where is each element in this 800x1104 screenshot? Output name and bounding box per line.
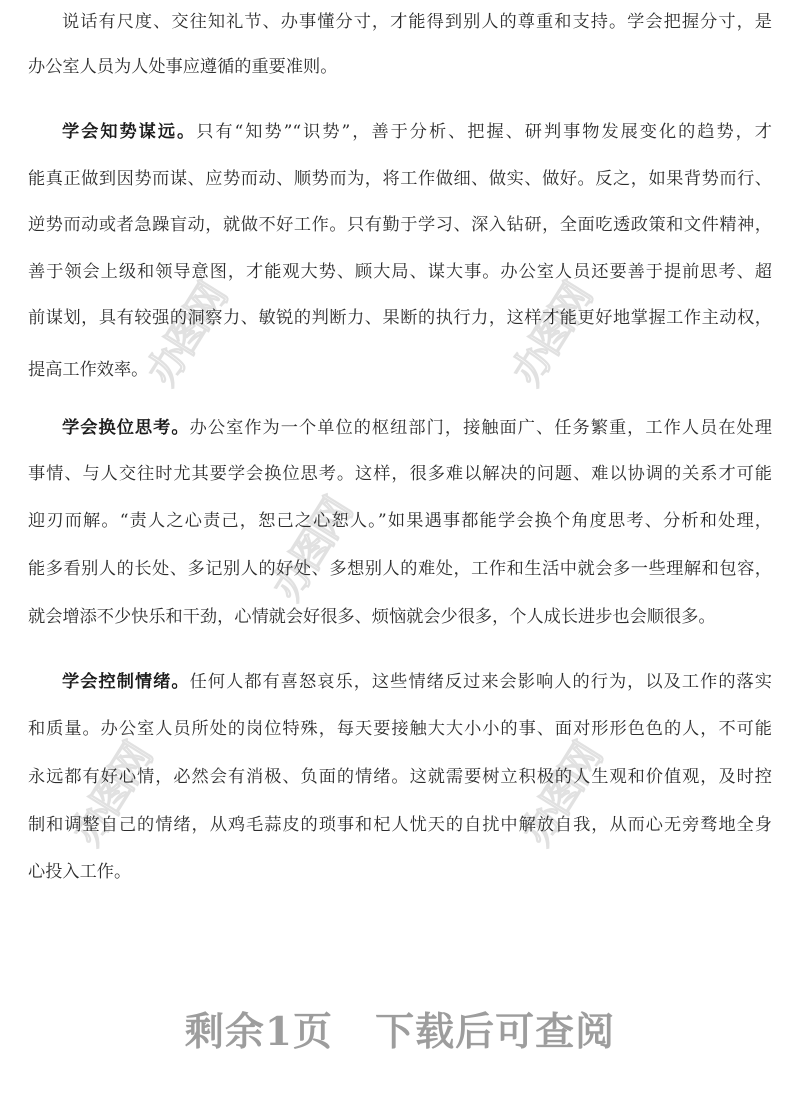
text-line: 制和调整自己的情绪，从鸡毛蒜皮的琐事和杞人忧天的自扰中解放自我，从而心无旁骛地全身 bbox=[28, 815, 772, 835]
text-line: 能多看别人的长处、多记别人的好处、多想别人的难处，工作和生活中就会多一些理解和包容， bbox=[28, 559, 772, 579]
paragraph-text: 只有“知势”“识势”，善于分析、把握、研判事物发展变化的趋势，才 bbox=[196, 122, 772, 142]
text-line: 心投入工作。 bbox=[28, 862, 132, 882]
text-line: 事情、与人交往时尤其要学会换位思考。这样，很多难以解决的问题、难以协调的关系才可能 bbox=[28, 464, 772, 484]
text-line: 和质量。办公室人员所处的岗位特殊，每天要接触大大小小的事、面对形形色色的人，不可能 bbox=[28, 719, 772, 739]
download-banner[interactable] bbox=[0, 1004, 800, 1054]
remaining-pages-label: 剩余1页 bbox=[184, 1009, 334, 1055]
text-line: 办公室人员为人处事应遵循的重要准则。 bbox=[28, 57, 338, 77]
paragraph-text: 任何人都有喜怒哀乐，这些情绪反过来会影响人的行为，以及工作的落实 bbox=[189, 672, 772, 692]
text-line: 前谋划，具有较强的洞察力、敏锐的判断力、果断的执行力，这样才能更好地掌握工作主动权， bbox=[28, 308, 772, 328]
watermark: 办图网 bbox=[263, 492, 361, 609]
paragraph-heading: 学会控制情绪。 bbox=[62, 672, 190, 692]
text-line: 永远都有好心情，必然会有消极、负面的情绪。这就需要树立积极的人生观和价值观，及时控 bbox=[28, 767, 772, 787]
text-line bbox=[62, 120, 772, 144]
text-line bbox=[62, 670, 772, 694]
watermark: 办图网 bbox=[503, 277, 601, 394]
text-line: 说话有尺度、交往知礼节、办事懂分寸，才能得到别人的尊重和支持。学会把握分寸，是 bbox=[62, 12, 772, 32]
text-line: 提高工作效率。 bbox=[28, 360, 149, 380]
text-line: 能真正做到因势而谋、应势而动、顺势而为，将工作做细、做实、做好。反之，如果背势而行、 bbox=[28, 169, 772, 189]
paragraph-text: 办公室作为一个单位的枢纽部门，接触面广、任务繁重，工作人员在处理 bbox=[189, 418, 772, 438]
paragraph-heading: 学会知势谋远。 bbox=[62, 122, 197, 142]
text-line bbox=[62, 416, 772, 440]
text-line: 善于领会上级和领导意图，才能观大势、顾大局、谋大事。办公室人员还要善于提前思考、超 bbox=[28, 262, 772, 282]
text-line: 迎刃而解。“责人之心责己，恕己之心恕人。”如果遇事都能学会换个角度思考、分析和处理， bbox=[28, 511, 772, 531]
watermark: 办图网 bbox=[513, 737, 611, 854]
paragraph-heading: 学会换位思考。 bbox=[62, 418, 190, 438]
download-prompt-label: 下载后可查阅 bbox=[375, 1009, 616, 1055]
text-line: 逆势而动或者急躁盲动，就做不好工作。只有勤于学习、深入钻研，全面吃透政策和文件精神， bbox=[28, 215, 772, 235]
watermark: 办图网 bbox=[138, 277, 236, 394]
watermark: 办图网 bbox=[63, 737, 161, 854]
text-line: 就会增添不少快乐和干劲，心情就会好很多、烦恼就会少很多，个人成长进步也会顺很多。 bbox=[28, 607, 716, 627]
